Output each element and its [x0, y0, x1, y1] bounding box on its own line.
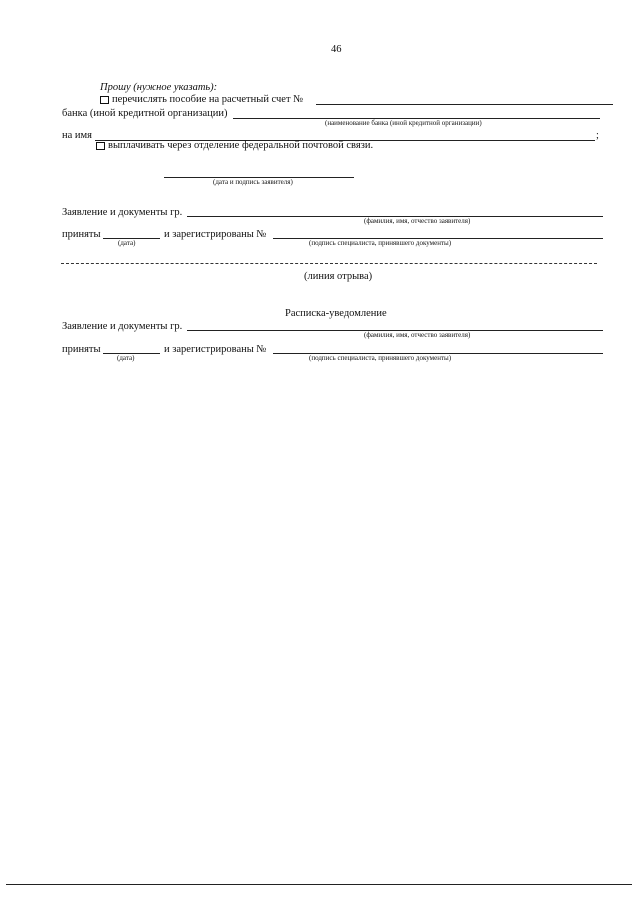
registered-label: и зарегистрированы № — [164, 229, 267, 240]
post-checkbox[interactable] — [96, 142, 105, 150]
transfer-checkbox[interactable] — [100, 96, 109, 104]
bank-label: банка (иной кредитной организации) — [62, 108, 228, 119]
account-holder-label: на имя — [62, 130, 92, 141]
signature-caption: (дата и подпись заявителя) — [213, 178, 293, 186]
tear-line-label: (линия отрыва) — [304, 271, 373, 282]
tear-line — [61, 263, 597, 264]
specialist-caption: (подпись специалиста, принявшего документы) — [309, 239, 452, 247]
bank-caption: (наименование банка (иной кредитной организации) — [325, 119, 482, 127]
receipt-documents-label: Заявление и документы гр. — [62, 321, 183, 332]
documents-label: Заявление и документы гр. — [62, 207, 183, 218]
account-holder-end: ; — [596, 130, 599, 141]
bottom-scan-line — [6, 884, 632, 885]
receipt-name-caption: (фамилия, имя, отчество заявителя) — [364, 331, 471, 339]
receipt-specialist-caption: (подпись специалиста, принявшего документы) — [309, 354, 452, 362]
accepted-label: приняты — [62, 229, 101, 240]
post-option-label: выплачивать через отделение федеральной почтовой связи. — [108, 140, 374, 151]
page-number: 46 — [331, 44, 342, 55]
receipt-date-caption: (дата) — [117, 354, 135, 362]
account-number-field[interactable] — [316, 104, 613, 105]
request-heading: Прошу (нужное указать): — [100, 82, 218, 93]
date-caption: (дата) — [118, 239, 136, 247]
receipt-title: Расписка-уведомление — [285, 308, 387, 319]
name-caption: (фамилия, имя, отчество заявителя) — [364, 217, 471, 225]
receipt-registered-label: и зарегистрированы № — [164, 344, 267, 355]
transfer-option-label: перечислять пособие на расчетный счет № — [112, 94, 304, 105]
receipt-accepted-label: приняты — [62, 344, 101, 355]
